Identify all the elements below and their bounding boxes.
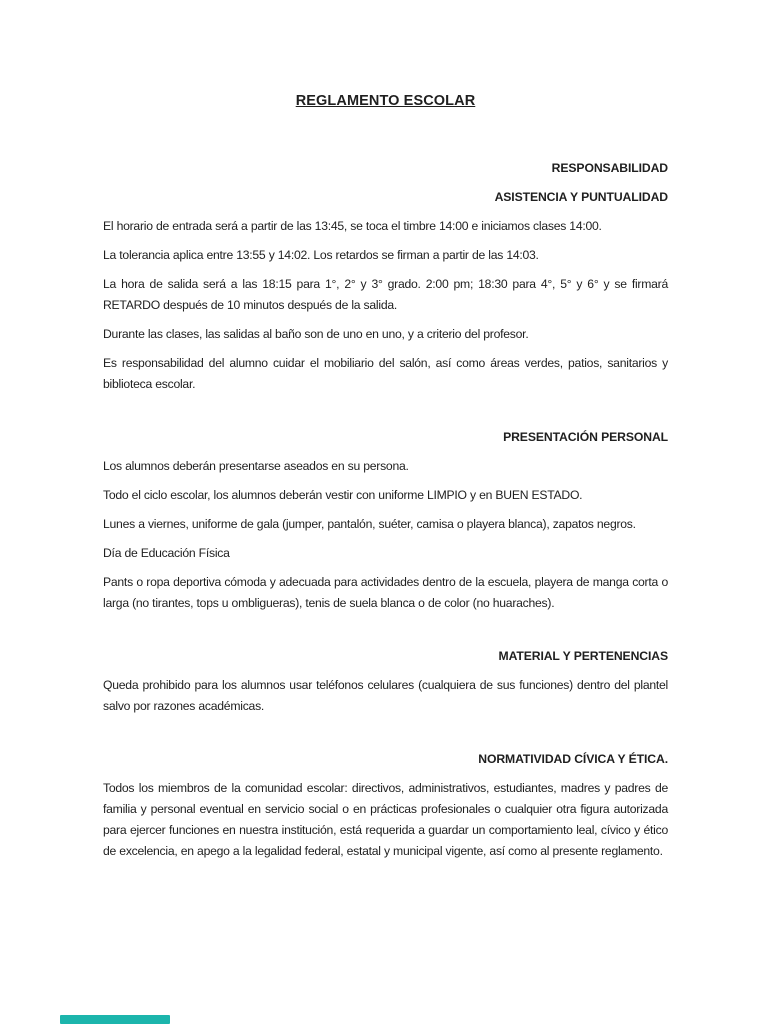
paragraph-dia-educacion-fisica: Día de Educación Física	[103, 546, 230, 560]
paragraph-comunidad-escolar: Todos los miembros de la comunidad escolar: directivos, administrativos, estudiantes, madres y padres de familia y personal eventual en servicio social o en prácticas profesionales o cualquier otra figura autorizada para ejercer funciones en nuestra institución, está requerida a guardar un comportamiento leal, cívico y ético de excelencia, en apego a la legalidad federal, estatal y municipal vigente, así como al presente reglamento.	[103, 781, 668, 858]
paragraph-horario-entrada: El horario de entrada será a partir de las 13:45, se toca el timbre 14:00 e iniciamos clases 14:00.	[103, 219, 602, 233]
paragraph-uniforme-limpio: Todo el ciclo escolar, los alumnos deberán vestir con uniforme LIMPIO y en BUEN ESTADO.	[103, 488, 583, 502]
paragraph-uniforme-gala: Lunes a viernes, uniforme de gala (jumper, pantalón, suéter, camisa o playera blanca), zapatos negros.	[103, 517, 636, 531]
paragraph-hora-salida: La hora de salida será a las 18:15 para 1°, 2° y 3° grado. 2:00 pm; 18:30 para 4°, 5° y 6° y se firmará RETARDO después de 10 minutos después de la salida.	[103, 277, 668, 312]
heading-presentacion-personal: PRESENTACIÓN PERSONAL	[503, 430, 668, 444]
document-title: REGLAMENTO ESCOLAR	[295, 93, 476, 109]
viewer-progress-bar	[60, 1015, 170, 1024]
paragraph-aseados: Los alumnos deberán presentarse aseados en su persona.	[103, 459, 409, 473]
document-body	[103, 158, 668, 862]
heading-responsabilidad: RESPONSABILIDAD	[551, 161, 668, 175]
paragraph-responsabilidad-mobiliario: Es responsabilidad del alumno cuidar el mobiliario del salón, así como áreas verdes, patios, sanitarios y biblioteca escolar.	[103, 356, 668, 391]
heading-asistencia-y-puntualidad: ASISTENCIA Y PUNTUALIDAD	[494, 190, 668, 204]
heading-normatividad-civica-y-etica: NORMATIVIDAD CÍVICA Y ÉTICA.	[478, 752, 668, 766]
paragraph-tolerancia: La tolerancia aplica entre 13:55 y 14:02. Los retardos se firman a partir de las 14:03.	[103, 248, 539, 262]
paragraph-ropa-deportiva: Pants o ropa deportiva cómoda y adecuada para actividades dentro de la escuela, playera de manga corta o larga (no tirantes, tops u ombligueras), tenis de suela blanca o de color (no huaraches).	[103, 575, 668, 610]
heading-material-y-pertenencias: MATERIAL Y PERTENENCIAS	[498, 649, 668, 663]
paragraph-salidas-bano: Durante las clases, las salidas al baño son de uno en uno, y a criterio del profesor.	[103, 327, 529, 341]
paragraph-telefonos-celulares: Queda prohibido para los alumnos usar teléfonos celulares (cualquiera de sus funciones) dentro del plantel salvo por razones académicas.	[103, 678, 668, 713]
